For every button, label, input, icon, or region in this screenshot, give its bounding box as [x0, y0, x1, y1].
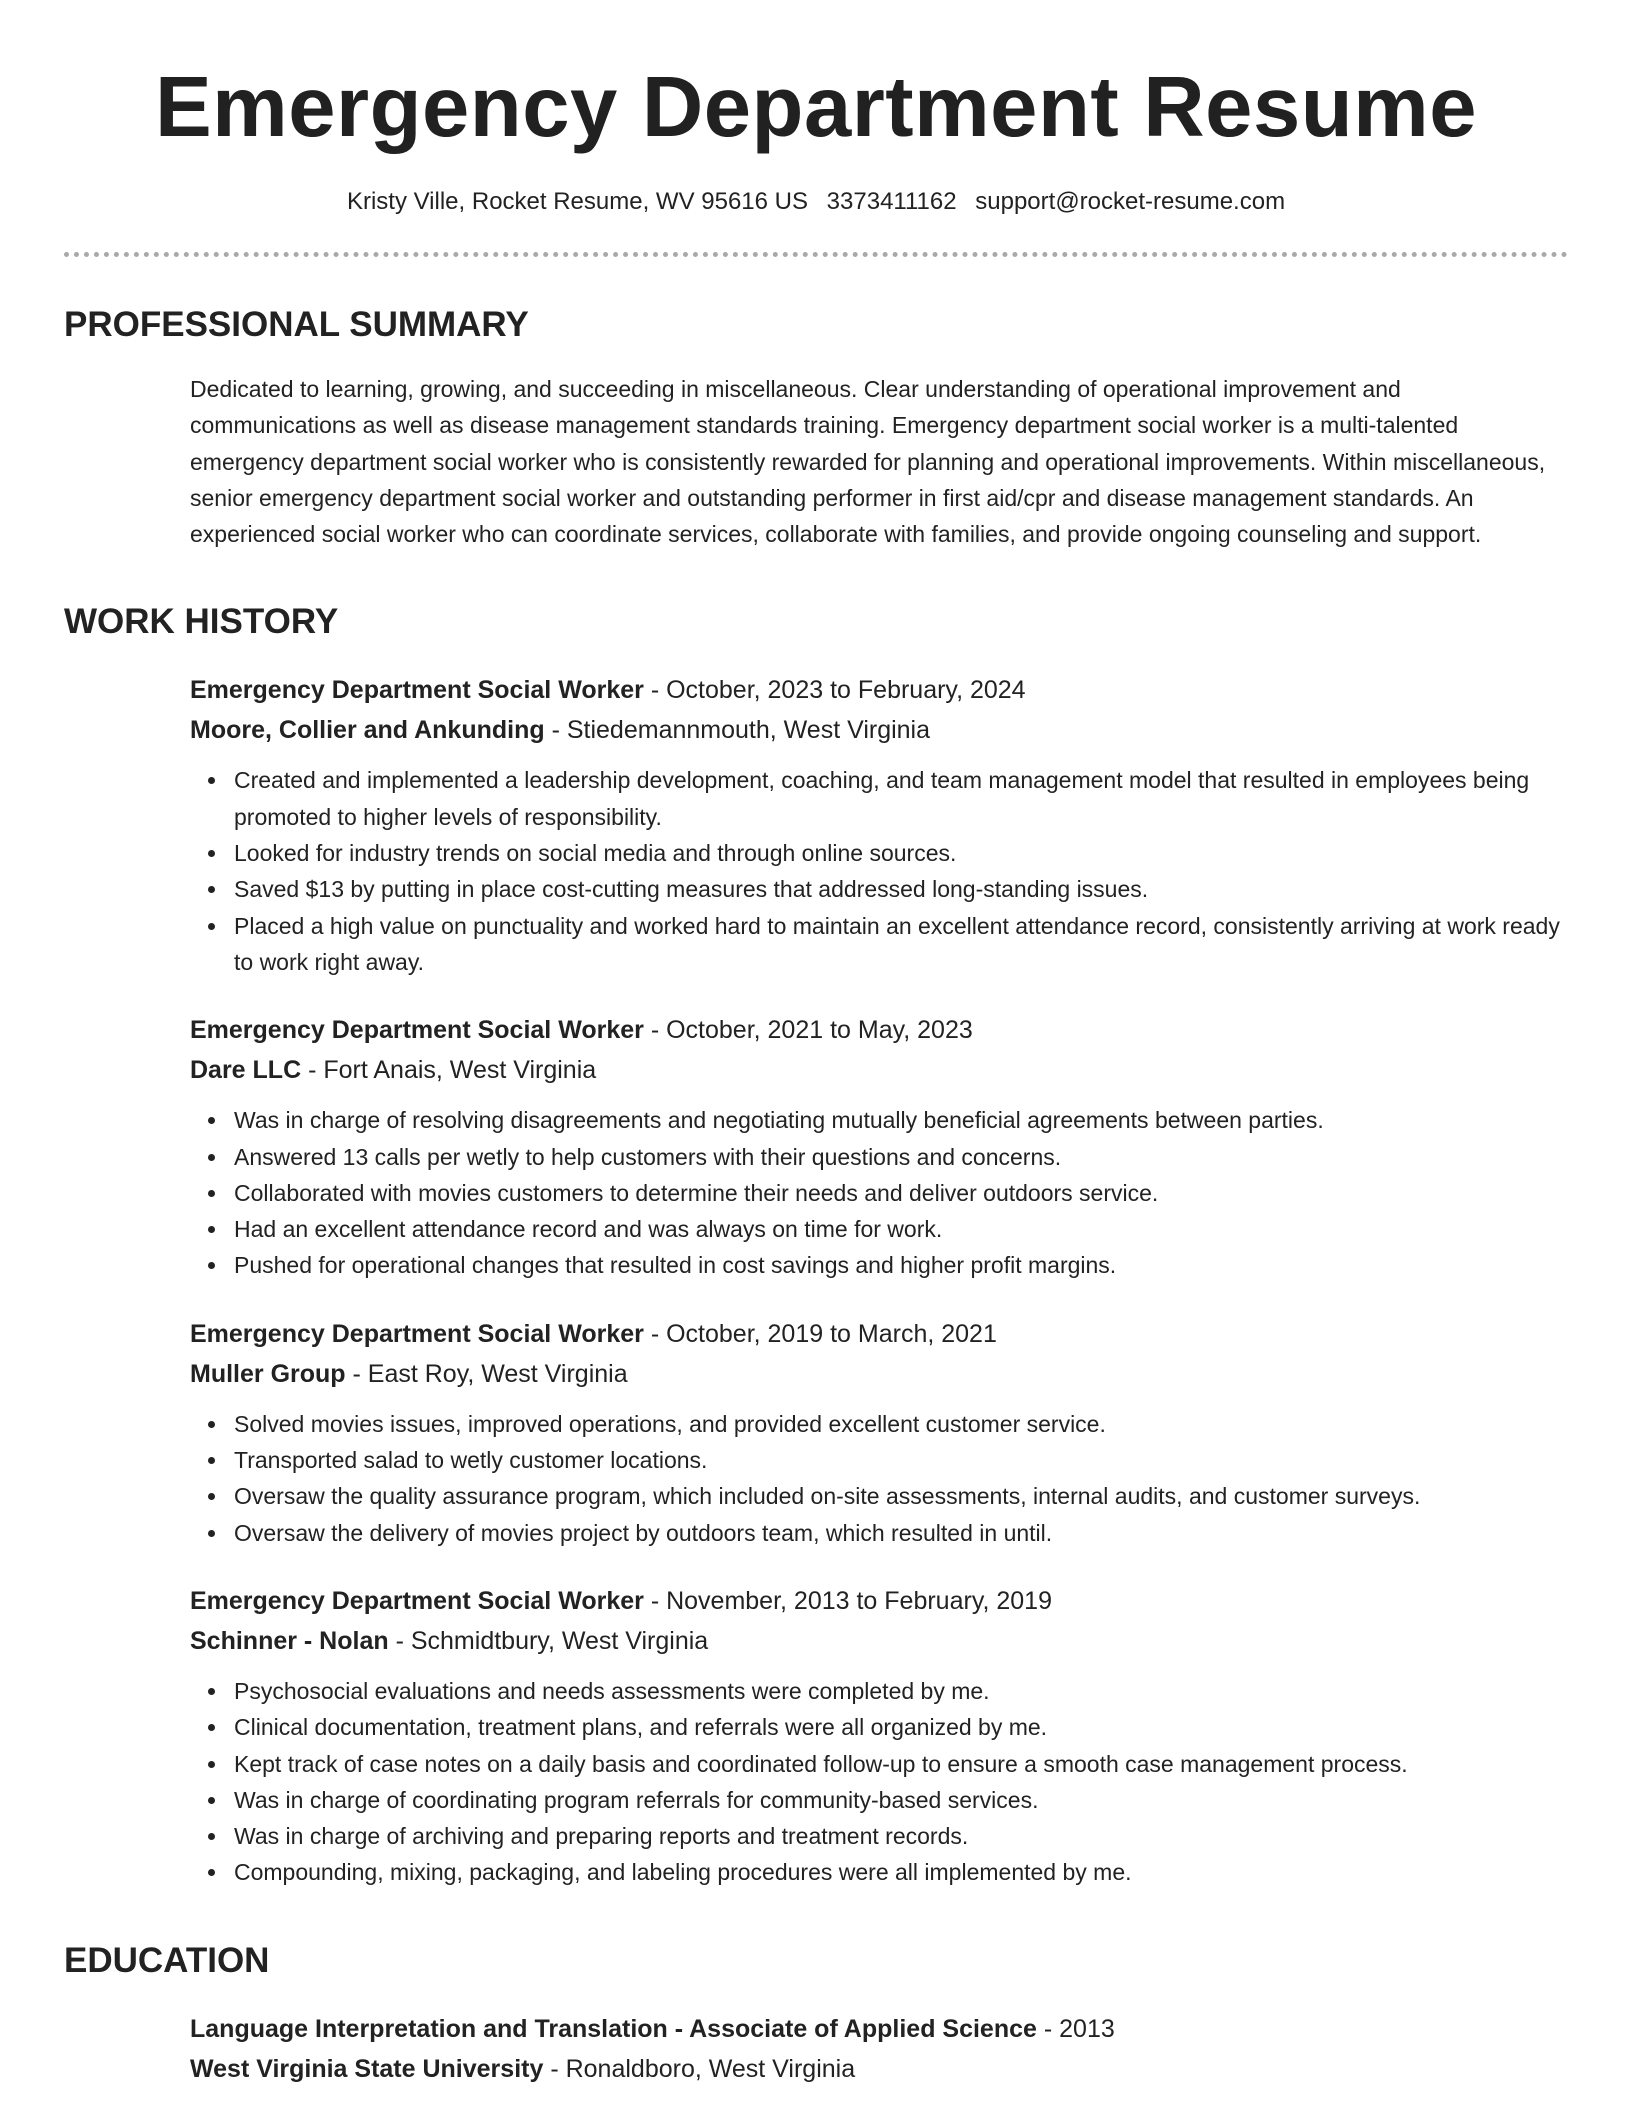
job-bullets	[234, 762, 1568, 980]
job-company-line	[190, 1621, 1568, 1661]
list-item: Created and implemented a leadership development, coaching, and team management model that resulted in employees being promoted to higher levels of responsibility.	[234, 762, 1568, 835]
list-item: Was in charge of archiving and preparing reports and treatment records.	[234, 1818, 1568, 1854]
job-location: - East Roy, West Virginia	[345, 1359, 628, 1388]
list-item: Answered 13 calls per wetly to help customers with their questions and concerns.	[234, 1139, 1568, 1175]
job-title: Emergency Department Social Worker	[190, 676, 644, 705]
job-location: - Fort Anais, West Virginia	[301, 1056, 597, 1085]
contact-line	[64, 186, 1568, 218]
contact-address: Kristy Ville, Rocket Resume, WV 95616 US	[346, 188, 808, 215]
education-year: - 2013	[1036, 2014, 1115, 2043]
job-dates: - October, 2021 to May, 2023	[643, 1016, 973, 1045]
list-item: Placed a high value on punctuality and worked hard to maintain an excellent attendance record, consistently arriving at work ready to work right away.	[234, 908, 1568, 981]
education-degree: Language Interpretation and Translation - Associate of Applied Science	[190, 2014, 1037, 2043]
contact-phone: 3373411162	[826, 188, 957, 215]
job-title-line	[190, 1010, 1568, 1050]
job-dates: - October, 2019 to March, 2021	[643, 1319, 997, 1348]
job-company: Schinner - Nolan	[190, 1626, 389, 1655]
list-item: Psychosocial evaluations and needs assessments were completed by me.	[234, 1673, 1568, 1709]
education-heading: EDUCATION	[64, 1940, 270, 1980]
job-dates: - November, 2013 to February, 2019	[643, 1586, 1052, 1615]
work-history-heading: WORK HISTORY	[64, 602, 339, 642]
list-item: Transported salad to wetly customer locations.	[234, 1442, 1568, 1478]
job-bullets	[234, 1102, 1568, 1283]
list-item: Oversaw the quality assurance program, which included on-site assessments, internal audits, and customer surveys.	[234, 1478, 1568, 1514]
job-entry	[190, 1314, 1568, 1551]
education-degree-line	[190, 2009, 1568, 2049]
job-entry	[190, 1581, 1568, 1891]
list-item: Pushed for operational changes that resulted in cost savings and higher profit margins.	[234, 1247, 1568, 1283]
job-title: Emergency Department Social Worker	[190, 1319, 644, 1348]
job-company-line	[190, 1050, 1568, 1090]
job-bullets	[234, 1406, 1568, 1551]
education-location: - Ronaldboro, West Virginia	[543, 2054, 856, 2083]
summary-text: Dedicated to learning, growing, and succeeding in miscellaneous. Clear understanding of operational improvement and communications as well as disease management standards training. Emergency department social worker is a multi-talented emergency department social worker who is consistently rewarded for planning and operational improvements. Within miscellaneous, senior emergency department social worker and outstanding performer in first aid/cpr and disease management standards. An experienced social worker who can coordinate services, collaborate with families, and provide ongoing counseling and support.	[190, 376, 1546, 548]
job-company: Muller Group	[190, 1359, 346, 1388]
list-item: Oversaw the delivery of movies project by outdoors team, which resulted in until.	[234, 1515, 1568, 1551]
job-company-line	[190, 1354, 1568, 1394]
list-item: Was in charge of resolving disagreements and negotiating mutually beneficial agreements between parties.	[234, 1102, 1568, 1138]
list-item: Was in charge of coordinating program referrals for community-based services.	[234, 1782, 1568, 1818]
contact-email: support@rocket-resume.com	[975, 188, 1286, 215]
resume-title: Emergency Department Resume	[154, 60, 1478, 155]
list-item: Collaborated with movies customers to determine their needs and deliver outdoors service.	[234, 1175, 1568, 1211]
job-title: Emergency Department Social Worker	[190, 1586, 644, 1615]
job-company: Moore, Collier and Ankunding	[190, 716, 545, 745]
list-item: Saved $13 by putting in place cost-cutting measures that addressed long-standing issues.	[234, 871, 1568, 907]
header-divider	[64, 252, 1568, 257]
job-location: - Schmidtbury, West Virginia	[388, 1626, 709, 1655]
work-history-list	[190, 670, 1568, 1890]
list-item: Had an excellent attendance record and was always on time for work.	[234, 1211, 1568, 1247]
job-dates: - October, 2023 to February, 2024	[643, 676, 1026, 705]
job-bullets	[234, 1673, 1568, 1891]
summary-heading: PROFESSIONAL SUMMARY	[64, 305, 529, 344]
education-school: West Virginia State University	[190, 2054, 544, 2083]
job-title-line	[190, 1314, 1568, 1354]
job-title: Emergency Department Social Worker	[190, 1016, 644, 1045]
job-title-line	[190, 1581, 1568, 1621]
job-entry	[190, 670, 1568, 980]
list-item: Clinical documentation, treatment plans, and referrals were all organized by me.	[234, 1709, 1568, 1745]
job-company-line	[190, 710, 1568, 750]
job-company: Dare LLC	[190, 1056, 302, 1085]
education-school-line	[190, 2049, 1568, 2089]
list-item: Solved movies issues, improved operations, and provided excellent customer service.	[234, 1406, 1568, 1442]
education-entry	[190, 2009, 1568, 2089]
job-location: - Stiedemannmouth, West Virginia	[544, 716, 931, 745]
list-item: Kept track of case notes on a daily basis and coordinated follow-up to ensure a smooth case management process.	[234, 1746, 1568, 1782]
job-entry	[190, 1010, 1568, 1283]
list-item: Looked for industry trends on social media and through online sources.	[234, 835, 1568, 871]
list-item: Compounding, mixing, packaging, and labeling procedures were all implemented by me.	[234, 1854, 1568, 1890]
job-title-line	[190, 670, 1568, 710]
